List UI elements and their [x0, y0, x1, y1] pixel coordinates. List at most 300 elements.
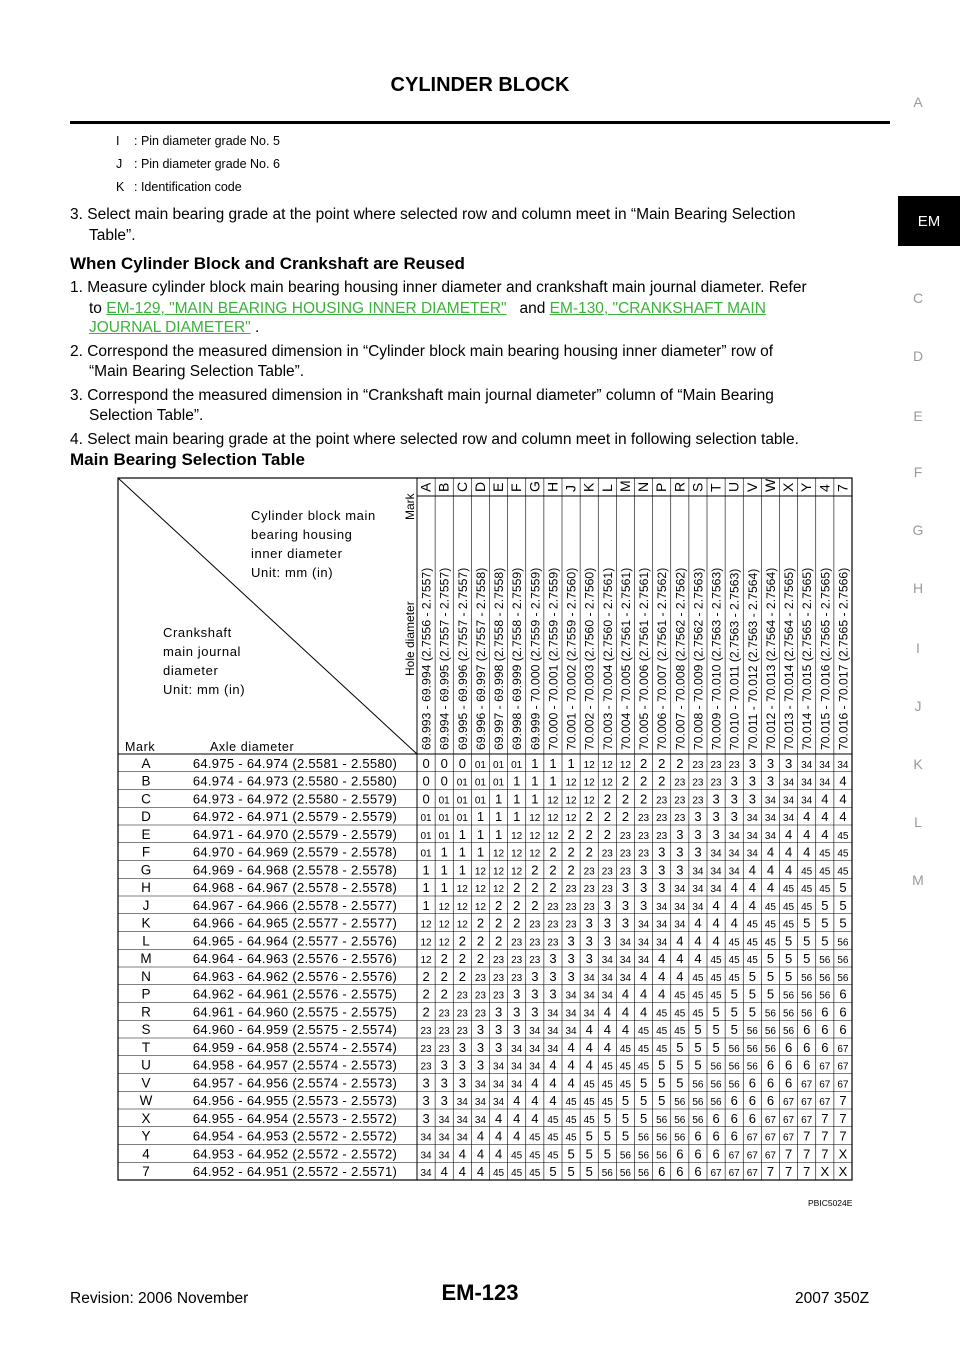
- side-index-letter: C: [912, 290, 924, 306]
- grade-cell: 2: [513, 880, 521, 896]
- grade-cell: 4: [766, 844, 775, 860]
- column-mark: F: [508, 483, 525, 492]
- grade-cell: 01: [420, 813, 432, 825]
- row-mark: M: [140, 951, 152, 967]
- grade-cell: 6: [712, 1146, 720, 1162]
- grade-cell: 6: [658, 1164, 666, 1180]
- row-mark: K: [141, 915, 151, 931]
- grade-cell: 3: [476, 1057, 485, 1073]
- grade-cell: 1: [531, 791, 539, 807]
- grade-cell: 1: [494, 826, 503, 842]
- grade-cell: 34: [619, 937, 631, 949]
- grade-cell: 2: [621, 773, 630, 789]
- grade-cell: 45: [565, 1114, 577, 1126]
- grade-cell: 3: [513, 986, 521, 1002]
- grade-cell: X: [820, 1164, 830, 1180]
- side-tab-em-active: EM: [898, 196, 960, 246]
- grade-cell: 34: [638, 919, 650, 931]
- grade-cell: 45: [692, 972, 704, 984]
- link-housing-inner-diameter[interactable]: EM-129, "MAIN BEARING HOUSING INNER DIAMETER": [106, 300, 507, 317]
- row-axle-range: 64.972 - 64.971 (2.5579 - 2.5579): [192, 809, 398, 825]
- grade-cell: 45: [638, 1043, 650, 1055]
- grade-cell: 3: [712, 791, 720, 807]
- column-hole-range: 70.005 - 70.006 (2.7561 - 2.7561): [637, 567, 652, 750]
- grade-cell: 6: [748, 1110, 756, 1126]
- grade-cell: 5: [585, 1128, 593, 1144]
- grade-cell: 4: [476, 1164, 485, 1180]
- column-mark: H: [544, 481, 561, 492]
- column-hole-range: 69.994 - 69.995 (2.7557 - 2.7557): [437, 567, 452, 750]
- grade-cell: 45: [710, 955, 722, 967]
- grade-cell: 5: [766, 951, 775, 967]
- grade-cell: 23: [583, 884, 595, 896]
- grade-cell: 01: [474, 777, 486, 789]
- column-hole-range: 70.007 - 70.008 (2.7562 - 2.7562): [673, 567, 688, 750]
- row-mark: P: [141, 986, 151, 1002]
- grade-cell: 45: [529, 1132, 541, 1144]
- grade-cell: 56: [692, 1114, 704, 1126]
- grade-cell: 34: [728, 830, 740, 842]
- link-crankshaft-main-journal[interactable]: EM-130, "CRANKSHAFT MAIN: [549, 300, 766, 317]
- grade-cell: 2: [567, 826, 575, 842]
- grade-cell: 1: [422, 880, 430, 896]
- row-mark: E: [141, 826, 151, 842]
- grade-cell: 12: [474, 866, 486, 878]
- grade-cell: 45: [819, 848, 831, 860]
- grade-cell: 23: [529, 919, 541, 931]
- grade-cell: 34: [511, 1079, 523, 1091]
- column-mark: E: [490, 482, 507, 492]
- grade-cell: 45: [656, 1026, 668, 1038]
- grade-cell: 3: [748, 755, 756, 771]
- grade-cell: 12: [565, 795, 577, 807]
- grade-cell: 01: [438, 795, 450, 807]
- grade-cell: 3: [658, 844, 666, 860]
- grade-cell: 45: [783, 901, 795, 913]
- grade-cell: 56: [764, 1026, 776, 1038]
- grade-cell: 5: [639, 1093, 648, 1109]
- row-mark: 4: [142, 1146, 150, 1162]
- grade-cell: 67: [728, 1150, 740, 1162]
- grade-cell: 3: [549, 986, 557, 1002]
- mark-header-label: Mark: [125, 740, 156, 754]
- grade-cell: 67: [746, 1132, 758, 1144]
- column-hole-range: 70.012 - 70.013 (2.7564 - 2.7564): [763, 567, 778, 750]
- grade-cell: 01: [420, 848, 432, 860]
- grade-cell: 23: [710, 777, 722, 789]
- grade-cell: 0: [422, 791, 430, 807]
- grade-cell: 45: [764, 919, 776, 931]
- grade-cell: 34: [656, 901, 668, 913]
- grade-cell: 45: [674, 990, 686, 1002]
- grade-cell: 34: [547, 1008, 559, 1020]
- grade-cell: 56: [710, 1079, 722, 1091]
- column-hole-range: 70.011 - 70.012 (2.7563 - 2.7564): [745, 568, 760, 750]
- grade-cell: 4: [603, 1039, 611, 1055]
- grade-cell: 45: [601, 1097, 613, 1109]
- grade-cell: 34: [619, 955, 631, 967]
- grade-cell: 23: [456, 1026, 468, 1038]
- mark-header-vertical: Mark: [403, 493, 417, 520]
- grade-cell: 3: [458, 1057, 466, 1073]
- grade-cell: 01: [438, 813, 450, 825]
- grade-cell: 12: [420, 937, 432, 949]
- grade-cell: 34: [511, 1061, 523, 1073]
- grade-cell: 56: [656, 1132, 668, 1144]
- grade-cell: 6: [748, 1093, 756, 1109]
- grade-cell: 23: [656, 830, 668, 842]
- grade-cell: 23: [547, 937, 559, 949]
- grade-cell: 34: [474, 1114, 486, 1126]
- row-mark: W: [139, 1093, 153, 1109]
- reused-step-2: 2. Correspond the measured dimension in “Cylinder block main bearing housing inner diameter” row of: [70, 343, 774, 360]
- grade-cell: 4: [494, 1110, 503, 1126]
- grade-cell: 45: [728, 955, 740, 967]
- grade-cell: 34: [692, 901, 704, 913]
- grade-cell: 45: [674, 1008, 686, 1020]
- grade-cell: 45: [547, 1150, 559, 1162]
- grade-cell: 23: [565, 901, 577, 913]
- grade-cell: 45: [764, 901, 776, 913]
- grade-cell: 67: [783, 1097, 795, 1109]
- grade-cell: 56: [801, 990, 813, 1002]
- grade-cell: 2: [440, 968, 448, 984]
- grade-cell: 3: [730, 791, 738, 807]
- column-mark: G: [526, 481, 543, 492]
- grade-cell: 6: [803, 1057, 811, 1073]
- grade-cell: 4: [531, 1110, 539, 1126]
- grade-cell: 0: [422, 773, 430, 789]
- grade-cell: 67: [746, 1150, 758, 1162]
- grade-cell: 5: [694, 1039, 702, 1055]
- grade-cell: 12: [583, 777, 595, 789]
- hole-diameter-header: Hole diameter: [403, 601, 417, 676]
- grade-cell: 56: [710, 1061, 722, 1073]
- grade-cell: 3: [748, 773, 756, 789]
- grade-cell: 34: [601, 955, 613, 967]
- grade-cell: 1: [494, 791, 503, 807]
- grade-cell: 45: [638, 1061, 650, 1073]
- side-index-letter: M: [912, 872, 924, 888]
- column-hole-range: 70.003 - 70.004 (2.7560 - 2.7561): [600, 567, 615, 750]
- grade-cell: 56: [837, 937, 849, 949]
- grade-cell: 3: [458, 1075, 466, 1091]
- grade-cell: 4: [549, 1093, 557, 1109]
- grade-cell: 12: [565, 777, 577, 789]
- column-hole-range: 69.999 - 70.000 (2.7559 - 2.7559): [528, 567, 543, 750]
- grade-cell: 1: [549, 755, 557, 771]
- grade-cell: 34: [710, 884, 722, 896]
- grade-cell: 23: [438, 1008, 450, 1020]
- row-mark: R: [141, 1004, 151, 1020]
- grade-cell: 4: [712, 933, 720, 949]
- grade-cell: 4: [839, 791, 847, 807]
- grade-cell: 45: [837, 866, 849, 878]
- row-axle-range: 64.967 - 64.966 (2.5578 - 2.5577): [192, 897, 398, 913]
- link-crankshaft-main-journal-cont[interactable]: JOURNAL DIAMETER": [89, 319, 251, 336]
- row-mark: G: [140, 862, 152, 878]
- grade-cell: 3: [531, 968, 539, 984]
- grade-cell: 45: [837, 848, 849, 860]
- grade-cell: 1: [458, 826, 466, 842]
- grade-cell: 5: [694, 1057, 702, 1073]
- row-axle-range: 64.962 - 64.961 (2.5576 - 2.5575): [192, 986, 398, 1002]
- column-mark: N: [635, 481, 652, 492]
- grade-cell: 5: [730, 1022, 738, 1038]
- grade-cell: 1: [458, 862, 466, 878]
- grade-cell: 5: [730, 1004, 738, 1020]
- grade-cell: 56: [783, 1008, 795, 1020]
- grade-cell: 2: [549, 880, 557, 896]
- grade-cell: 5: [839, 897, 847, 913]
- grade-cell: 4: [585, 1057, 593, 1073]
- grade-cell: 1: [458, 844, 466, 860]
- grade-cell: 01: [493, 777, 505, 789]
- grade-cell: 3: [676, 826, 684, 842]
- grade-cell: 6: [839, 986, 847, 1002]
- grade-cell: 56: [619, 1150, 631, 1162]
- grade-cell: 5: [712, 1004, 720, 1020]
- grade-cell: 2: [458, 951, 466, 967]
- grade-cell: 3: [712, 809, 720, 825]
- grade-cell: 56: [819, 990, 831, 1002]
- grade-cell: 34: [420, 1168, 432, 1180]
- row-axle-range: 64.956 - 64.955 (2.5573 - 2.5573): [192, 1093, 398, 1109]
- grade-cell: 3: [567, 951, 575, 967]
- grade-cell: 6: [712, 1110, 720, 1126]
- grade-cell: 56: [783, 990, 795, 1002]
- grade-cell: 67: [801, 1114, 813, 1126]
- grade-cell: 4: [494, 1128, 503, 1144]
- column-mark: X: [780, 482, 797, 492]
- grade-cell: 4: [803, 826, 811, 842]
- grade-cell: 5: [821, 897, 829, 913]
- grade-cell: 5: [585, 1146, 593, 1162]
- grade-cell: 56: [674, 1097, 686, 1109]
- grade-cell: 34: [474, 1097, 486, 1109]
- grade-cell: 34: [819, 759, 831, 771]
- corner-upper-label: bearing housing: [251, 527, 353, 542]
- grade-cell: 4: [440, 1164, 448, 1180]
- grade-cell: 56: [819, 955, 831, 967]
- grade-cell: 34: [837, 759, 849, 771]
- row-mark: C: [141, 791, 151, 807]
- step-3-text-cont: Table”.: [89, 227, 136, 244]
- row-axle-range: 64.963 - 64.962 (2.5576 - 2.5576): [192, 968, 398, 984]
- grade-cell: 34: [493, 1097, 505, 1109]
- grade-cell: 3: [658, 880, 666, 896]
- row-axle-range: 64.958 - 64.957 (2.5574 - 2.5573): [192, 1057, 398, 1073]
- grade-cell: 4: [730, 915, 738, 931]
- grade-cell: 3: [567, 968, 575, 984]
- grade-cell: 4: [694, 915, 702, 931]
- grade-cell: 45: [583, 1097, 595, 1109]
- grade-cell: 2: [603, 791, 611, 807]
- grade-cell: 2: [440, 951, 448, 967]
- column-hole-range: 70.013 - 70.014 (2.7564 - 2.7565): [782, 567, 797, 750]
- grade-cell: 4: [766, 880, 775, 896]
- grade-cell: 12: [529, 830, 541, 842]
- grade-cell: 2: [531, 897, 539, 913]
- grade-cell: 34: [728, 848, 740, 860]
- grade-cell: 2: [531, 880, 539, 896]
- row-axle-range: 64.973 - 64.972 (2.5580 - 2.5579): [192, 791, 398, 807]
- grade-cell: 5: [784, 933, 793, 949]
- grade-cell: 23: [619, 848, 631, 860]
- grade-cell: 23: [511, 937, 523, 949]
- grade-cell: 4: [513, 1128, 521, 1144]
- grade-cell: 3: [476, 1022, 485, 1038]
- grade-cell: 4: [658, 951, 666, 967]
- column-hole-range: 70.010 - 70.011 (2.7563 - 2.7563): [727, 568, 742, 750]
- side-index-letter: F: [913, 464, 923, 480]
- grade-cell: 45: [819, 884, 831, 896]
- grade-cell: 23: [674, 777, 686, 789]
- grade-cell: 1: [549, 773, 557, 789]
- grade-cell: 4: [712, 897, 720, 913]
- grade-cell: 12: [511, 848, 523, 860]
- column-hole-range: 70.002 - 70.003 (2.7560 - 2.7560): [582, 567, 597, 750]
- figure-id: PBIC5024E: [808, 1198, 853, 1208]
- grade-cell: 34: [565, 1008, 577, 1020]
- grade-cell: 23: [674, 795, 686, 807]
- grade-cell: 56: [819, 972, 831, 984]
- row-axle-range: 64.952 - 64.951 (2.5572 - 2.5571): [192, 1164, 398, 1180]
- grade-cell: 4: [549, 1075, 557, 1091]
- grade-cell: 3: [585, 915, 593, 931]
- grade-cell: 34: [601, 990, 613, 1002]
- grade-cell: 5: [821, 915, 829, 931]
- grade-cell: 45: [511, 1168, 523, 1180]
- grade-cell: 6: [839, 1004, 847, 1020]
- column-mark: 7: [834, 484, 851, 492]
- grade-cell: 4: [567, 1075, 575, 1091]
- grade-cell: 2: [567, 844, 575, 860]
- grade-cell: 4: [639, 1004, 648, 1020]
- grade-cell: 23: [583, 901, 595, 913]
- grade-cell: 45: [710, 990, 722, 1002]
- grade-cell: 4: [784, 826, 793, 842]
- grade-cell: 12: [493, 884, 505, 896]
- grade-cell: 34: [656, 919, 668, 931]
- grade-cell: 23: [456, 1008, 468, 1020]
- grade-cell: 56: [638, 1168, 650, 1180]
- side-index-letter: J: [914, 698, 922, 714]
- grade-cell: 23: [565, 884, 577, 896]
- grade-cell: 2: [639, 791, 648, 807]
- grade-cell: 5: [676, 1057, 684, 1073]
- grade-cell: 45: [746, 955, 758, 967]
- grade-cell: 67: [819, 1061, 831, 1073]
- grade-cell: 34: [674, 919, 686, 931]
- grade-cell: 3: [621, 897, 630, 913]
- grade-cell: 5: [803, 951, 811, 967]
- row-mark: D: [141, 809, 151, 825]
- grade-cell: 67: [837, 1061, 849, 1073]
- grade-cell: 1: [513, 791, 521, 807]
- grade-cell: 12: [619, 759, 631, 771]
- grade-cell: 34: [565, 990, 577, 1002]
- grade-cell: 7: [839, 1128, 847, 1144]
- grade-cell: 56: [638, 1150, 650, 1162]
- grade-cell: 45: [601, 1061, 613, 1073]
- row-axle-range: 64.964 - 64.963 (2.5576 - 2.5576): [192, 951, 398, 967]
- grade-cell: 34: [638, 937, 650, 949]
- grade-cell: 67: [801, 1097, 813, 1109]
- row-mark: H: [141, 880, 151, 896]
- grade-cell: 2: [458, 933, 466, 949]
- grade-cell: 3: [476, 1039, 485, 1055]
- grade-cell: 5: [567, 1146, 575, 1162]
- row-mark: L: [142, 933, 150, 949]
- grade-cell: 3: [494, 1022, 503, 1038]
- grade-cell: 67: [819, 1079, 831, 1091]
- grade-cell: 4: [766, 862, 775, 878]
- grade-cell: 7: [784, 1164, 793, 1180]
- grade-cell: 34: [547, 1026, 559, 1038]
- row-axle-range: 64.965 - 64.964 (2.5577 - 2.5576): [192, 933, 398, 949]
- grade-cell: 6: [676, 1164, 684, 1180]
- grade-cell: 4: [621, 986, 630, 1002]
- grade-cell: 4: [784, 862, 793, 878]
- grade-cell: 4: [585, 1022, 593, 1038]
- grade-cell: 2: [513, 897, 521, 913]
- grade-cell: 12: [438, 937, 450, 949]
- column-hole-range: 70.008 - 70.009 (2.7562 - 2.7563): [691, 567, 706, 750]
- grade-cell: 12: [601, 777, 613, 789]
- grade-cell: 4: [603, 1022, 611, 1038]
- grade-cell: 4: [784, 844, 793, 860]
- grade-cell: 45: [583, 1079, 595, 1091]
- grade-cell: 12: [420, 955, 432, 967]
- grade-cell: 45: [837, 830, 849, 842]
- grade-cell: 1: [531, 755, 539, 771]
- grade-cell: 3: [440, 1093, 448, 1109]
- grade-cell: 12: [420, 919, 432, 931]
- grade-cell: 01: [420, 830, 432, 842]
- grade-cell: 56: [619, 1168, 631, 1180]
- side-index-letter: G: [912, 522, 924, 538]
- grade-cell: 5: [621, 1110, 630, 1126]
- grade-cell: 23: [638, 813, 650, 825]
- grade-cell: 3: [639, 862, 648, 878]
- grade-cell: 2: [476, 915, 485, 931]
- grade-cell: 12: [565, 813, 577, 825]
- column-mark: J: [562, 485, 579, 492]
- legend-item: J : Pin diameter grade No. 6: [116, 157, 280, 171]
- grade-cell: 3: [694, 826, 702, 842]
- grade-cell: 3: [621, 915, 630, 931]
- grade-cell: 2: [494, 897, 503, 913]
- grade-cell: 34: [674, 884, 686, 896]
- grade-cell: 23: [547, 901, 559, 913]
- grade-cell: 3: [658, 862, 666, 878]
- grade-cell: 01: [511, 759, 523, 771]
- corner-lower-label: diameter: [163, 663, 219, 678]
- grade-cell: 23: [420, 1043, 432, 1055]
- grade-cell: 56: [674, 1114, 686, 1126]
- grade-cell: 45: [619, 1079, 631, 1091]
- grade-cell: 34: [710, 848, 722, 860]
- grade-cell: 4: [748, 880, 756, 896]
- grade-cell: 7: [784, 1146, 793, 1162]
- grade-cell: 23: [493, 990, 505, 1002]
- grade-cell: 01: [456, 813, 468, 825]
- grade-cell: 5: [676, 1075, 684, 1091]
- grade-cell: 56: [710, 1097, 722, 1109]
- grade-cell: 6: [712, 1128, 720, 1144]
- grade-cell: 6: [784, 1039, 793, 1055]
